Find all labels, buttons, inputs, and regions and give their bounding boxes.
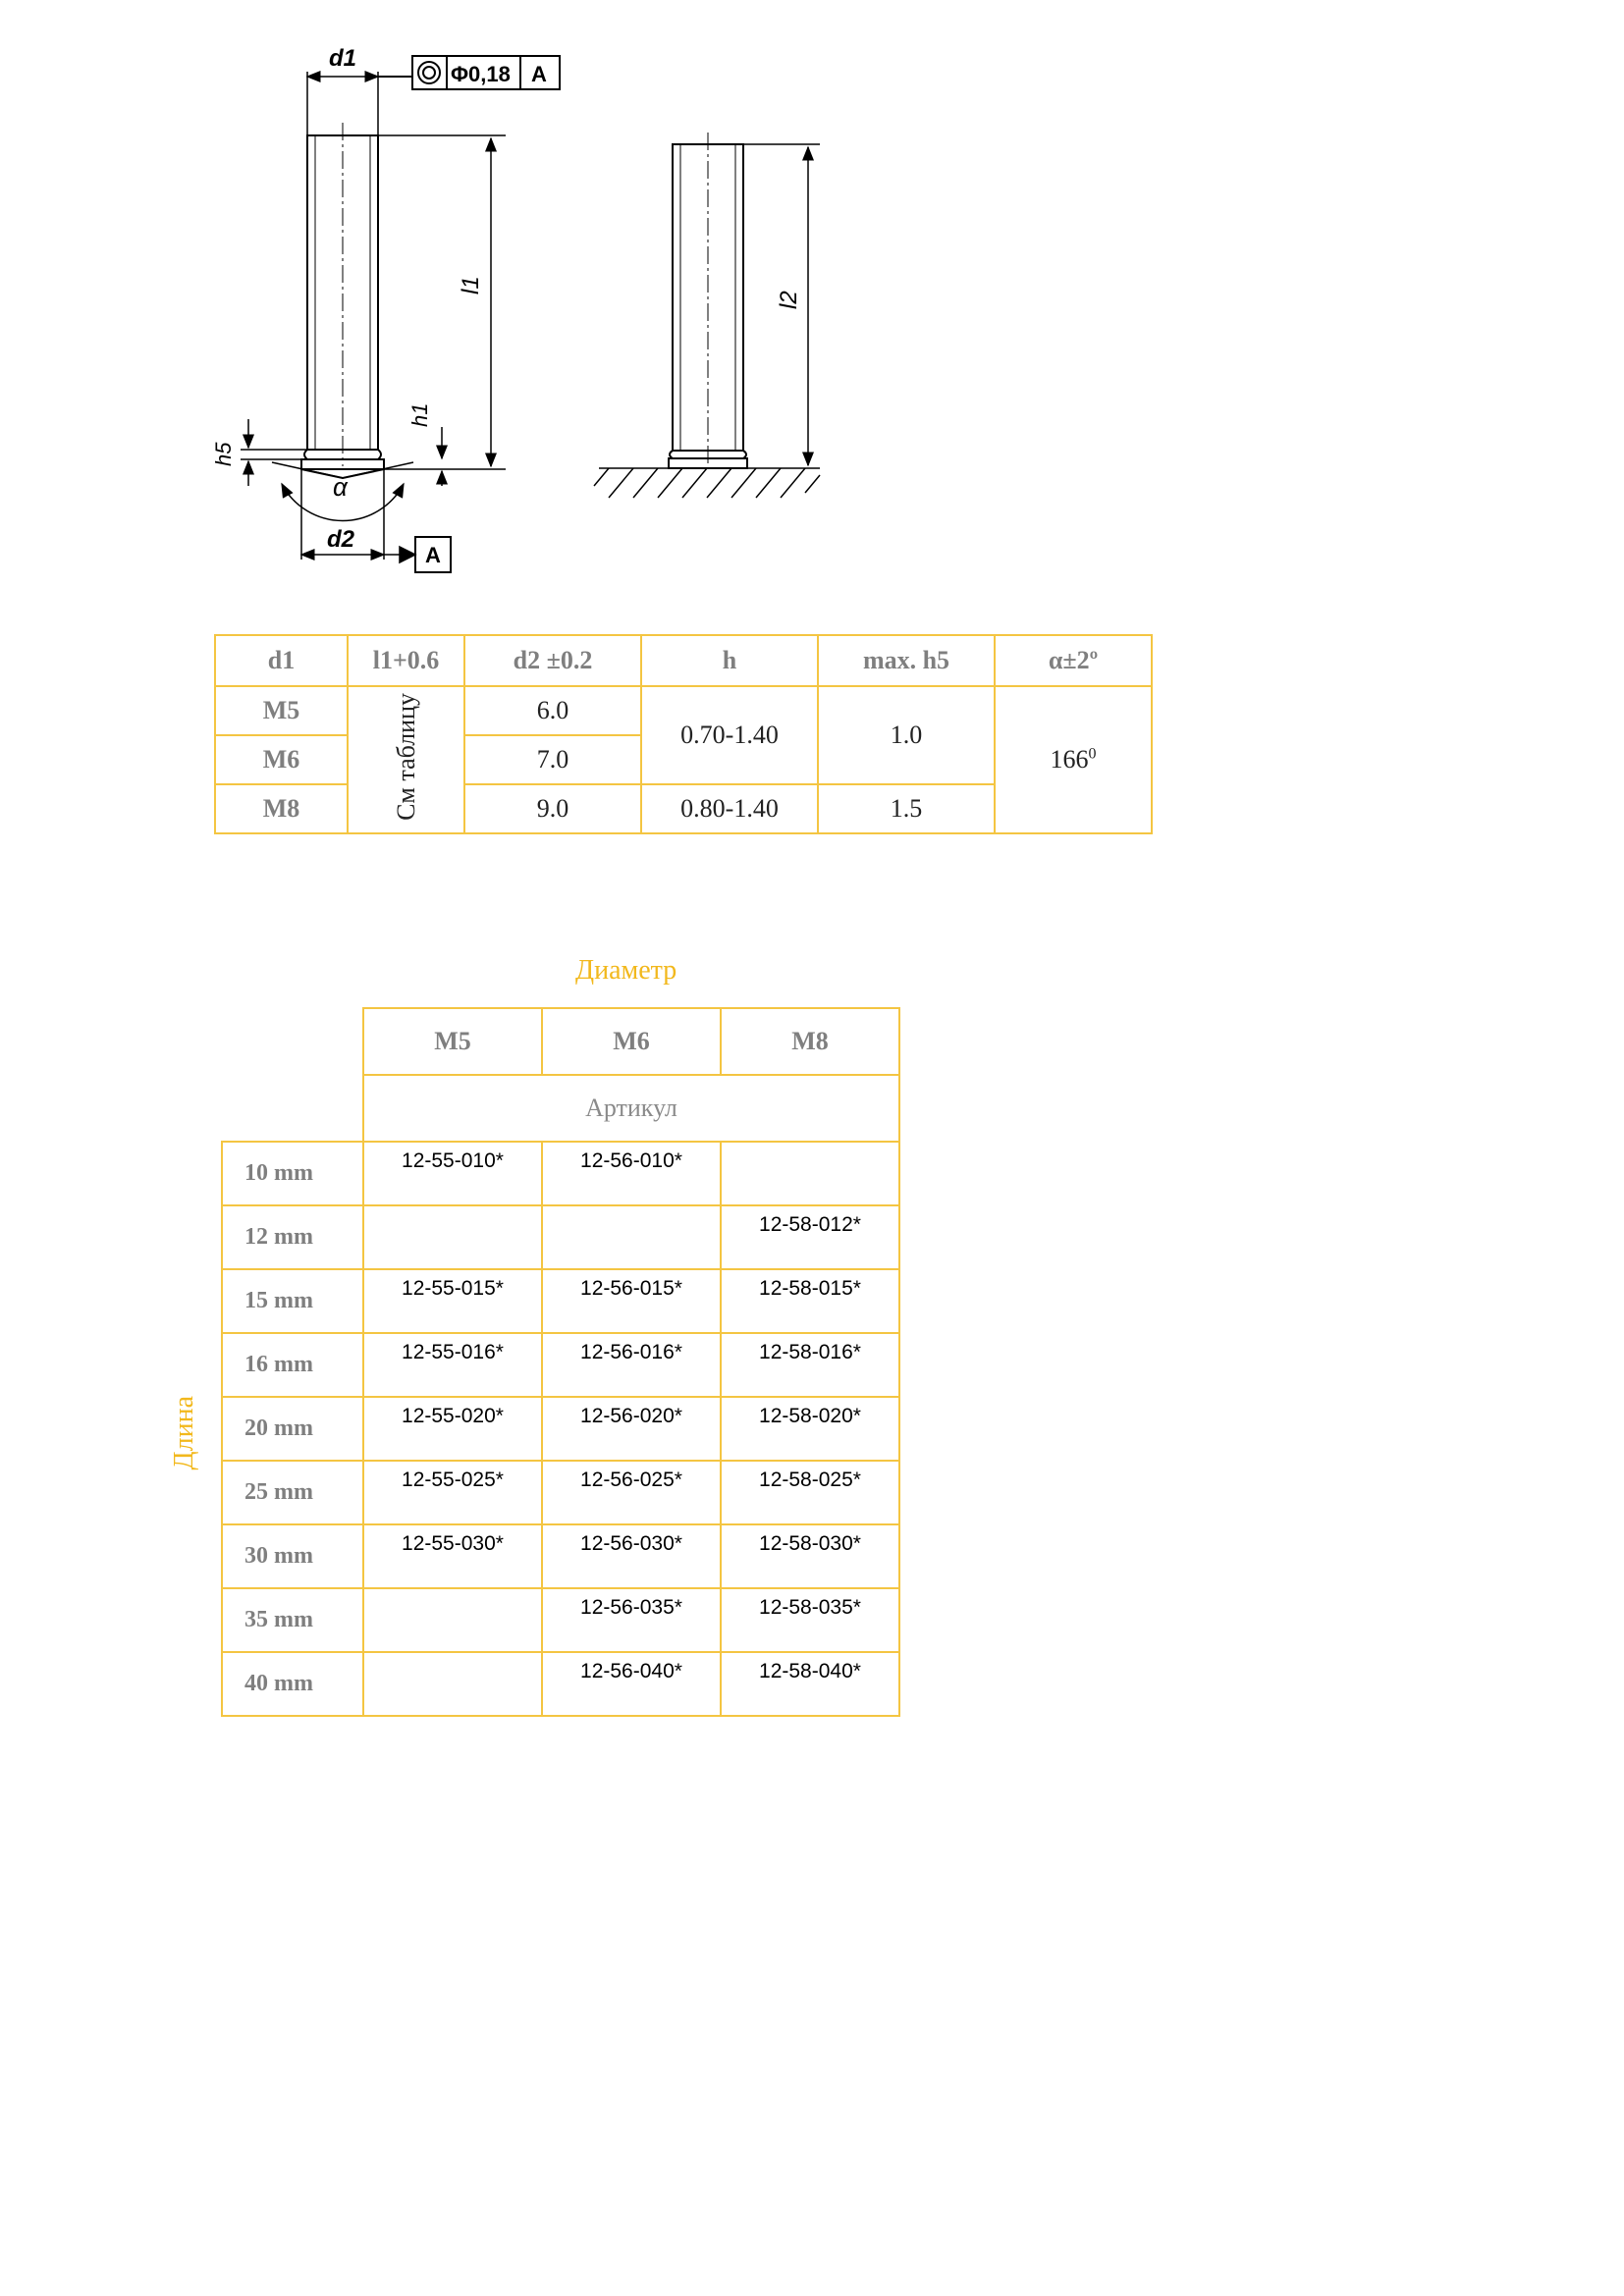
h5-m5-m6: 1.0 bbox=[818, 686, 995, 784]
d1-label: d1 bbox=[329, 45, 357, 72]
h5-dimension bbox=[241, 419, 307, 486]
table-row bbox=[222, 1333, 899, 1397]
col-d2: d2 ±0.2 bbox=[464, 635, 641, 686]
spec-table bbox=[214, 634, 1153, 834]
l1-merged-cell bbox=[348, 686, 464, 833]
spec-header-row bbox=[215, 635, 1152, 686]
h5-label: h5 bbox=[211, 442, 236, 466]
article-cell-m5: 12-55-010* bbox=[363, 1142, 542, 1205]
article-body bbox=[222, 1142, 899, 1716]
article-cell-m5: 12-55-015* bbox=[363, 1269, 542, 1333]
alpha-value-cell bbox=[995, 686, 1152, 833]
table-row bbox=[222, 1461, 899, 1524]
length-cell: 15 mm bbox=[222, 1269, 363, 1333]
diameter-title: Диаметр bbox=[575, 955, 677, 986]
col-l1: l1+0.6 bbox=[348, 635, 464, 686]
article-cell-m8: 12-58-016* bbox=[721, 1333, 899, 1397]
h5-m8: 1.5 bbox=[818, 784, 995, 833]
l2-label: l2 bbox=[776, 291, 802, 309]
article-cell-m5: 12-55-016* bbox=[363, 1333, 542, 1397]
table-row bbox=[222, 1652, 899, 1716]
article-cell-m6: 12-56-016* bbox=[542, 1333, 721, 1397]
article-cell-m6: 12-56-030* bbox=[542, 1524, 721, 1588]
l1-dimension bbox=[378, 135, 506, 469]
article-cell-m6 bbox=[542, 1205, 721, 1269]
article-cell-m5 bbox=[363, 1205, 542, 1269]
article-subheader: Артикул bbox=[363, 1075, 899, 1142]
article-cell-m5: 12-55-020* bbox=[363, 1397, 542, 1461]
length-cell: 35 mm bbox=[222, 1588, 363, 1652]
col-alpha: α±2º bbox=[995, 635, 1152, 686]
table-row bbox=[222, 1269, 899, 1333]
col-m8: M8 bbox=[721, 1008, 899, 1075]
article-cell-m8: 12-58-012* bbox=[721, 1205, 899, 1269]
article-cell-m8: 12-58-025* bbox=[721, 1461, 899, 1524]
article-cell-m6: 12-56-040* bbox=[542, 1652, 721, 1716]
h-m5-m6: 0.70-1.40 bbox=[641, 686, 818, 784]
article-cell-m8: 12-58-030* bbox=[721, 1524, 899, 1588]
d2-m8: 9.0 bbox=[464, 784, 641, 833]
length-cell: 16 mm bbox=[222, 1333, 363, 1397]
article-table bbox=[221, 1007, 900, 1717]
stud-right-view bbox=[669, 133, 747, 468]
article-cell-m8: 12-58-040* bbox=[721, 1652, 899, 1716]
spec-row-m5 bbox=[215, 686, 1152, 735]
table-row bbox=[222, 1524, 899, 1588]
article-cell-m5 bbox=[363, 1652, 542, 1716]
datum-a-label: A bbox=[425, 543, 441, 567]
article-cell-m6: 12-56-035* bbox=[542, 1588, 721, 1652]
h1-label: h1 bbox=[407, 402, 432, 427]
corner-cell-2 bbox=[222, 1075, 363, 1142]
col-m5: M5 bbox=[363, 1008, 542, 1075]
table-row bbox=[222, 1397, 899, 1461]
length-cell: 20 mm bbox=[222, 1397, 363, 1461]
table-row bbox=[222, 1142, 899, 1205]
stud-left-view bbox=[301, 123, 384, 478]
alpha-value: 166 bbox=[1050, 745, 1089, 774]
d2-label: d2 bbox=[327, 526, 355, 553]
concentricity-icon bbox=[418, 62, 440, 83]
d1-m8: M8 bbox=[215, 784, 348, 833]
base-plate bbox=[594, 468, 820, 498]
article-cell-m5: 12-55-025* bbox=[363, 1461, 542, 1524]
article-cell-m8 bbox=[721, 1142, 899, 1205]
col-d1: d1 bbox=[215, 635, 348, 686]
d1-m6: M6 bbox=[215, 735, 348, 784]
technical-drawing bbox=[191, 34, 839, 589]
h-m8: 0.80-1.40 bbox=[641, 784, 818, 833]
col-m6: M6 bbox=[542, 1008, 721, 1075]
alpha-label: α bbox=[333, 472, 348, 502]
length-title bbox=[165, 1355, 204, 1512]
d2-m5: 6.0 bbox=[464, 686, 641, 735]
alpha-degree: 0 bbox=[1088, 745, 1097, 763]
l1-label: l1 bbox=[458, 276, 484, 294]
article-cell-m5 bbox=[363, 1588, 542, 1652]
article-subheader-row bbox=[222, 1075, 899, 1142]
length-cell: 25 mm bbox=[222, 1461, 363, 1524]
length-cell: 12 mm bbox=[222, 1205, 363, 1269]
col-h: h bbox=[641, 635, 818, 686]
d1-m5: M5 bbox=[215, 686, 348, 735]
length-cell: 10 mm bbox=[222, 1142, 363, 1205]
article-header-row bbox=[222, 1008, 899, 1075]
article-cell-m6: 12-56-015* bbox=[542, 1269, 721, 1333]
article-cell-m6: 12-56-020* bbox=[542, 1397, 721, 1461]
length-cell: 40 mm bbox=[222, 1652, 363, 1716]
d2-m6: 7.0 bbox=[464, 735, 641, 784]
article-cell-m8: 12-58-020* bbox=[721, 1397, 899, 1461]
table-row bbox=[222, 1205, 899, 1269]
length-cell: 30 mm bbox=[222, 1524, 363, 1588]
article-cell-m8: 12-58-035* bbox=[721, 1588, 899, 1652]
article-cell-m8: 12-58-015* bbox=[721, 1269, 899, 1333]
l1-see-table-text: См таблицу bbox=[391, 692, 420, 821]
article-cell-m6: 12-56-025* bbox=[542, 1461, 721, 1524]
col-h5: max. h5 bbox=[818, 635, 995, 686]
tolerance-value: Φ0,18 bbox=[451, 62, 511, 86]
article-cell-m6: 12-56-010* bbox=[542, 1142, 721, 1205]
length-title-text: Длина bbox=[169, 1396, 199, 1470]
table-row bbox=[222, 1588, 899, 1652]
tolerance-datum: A bbox=[531, 62, 547, 86]
corner-cell bbox=[222, 1008, 363, 1075]
article-cell-m5: 12-55-030* bbox=[363, 1524, 542, 1588]
